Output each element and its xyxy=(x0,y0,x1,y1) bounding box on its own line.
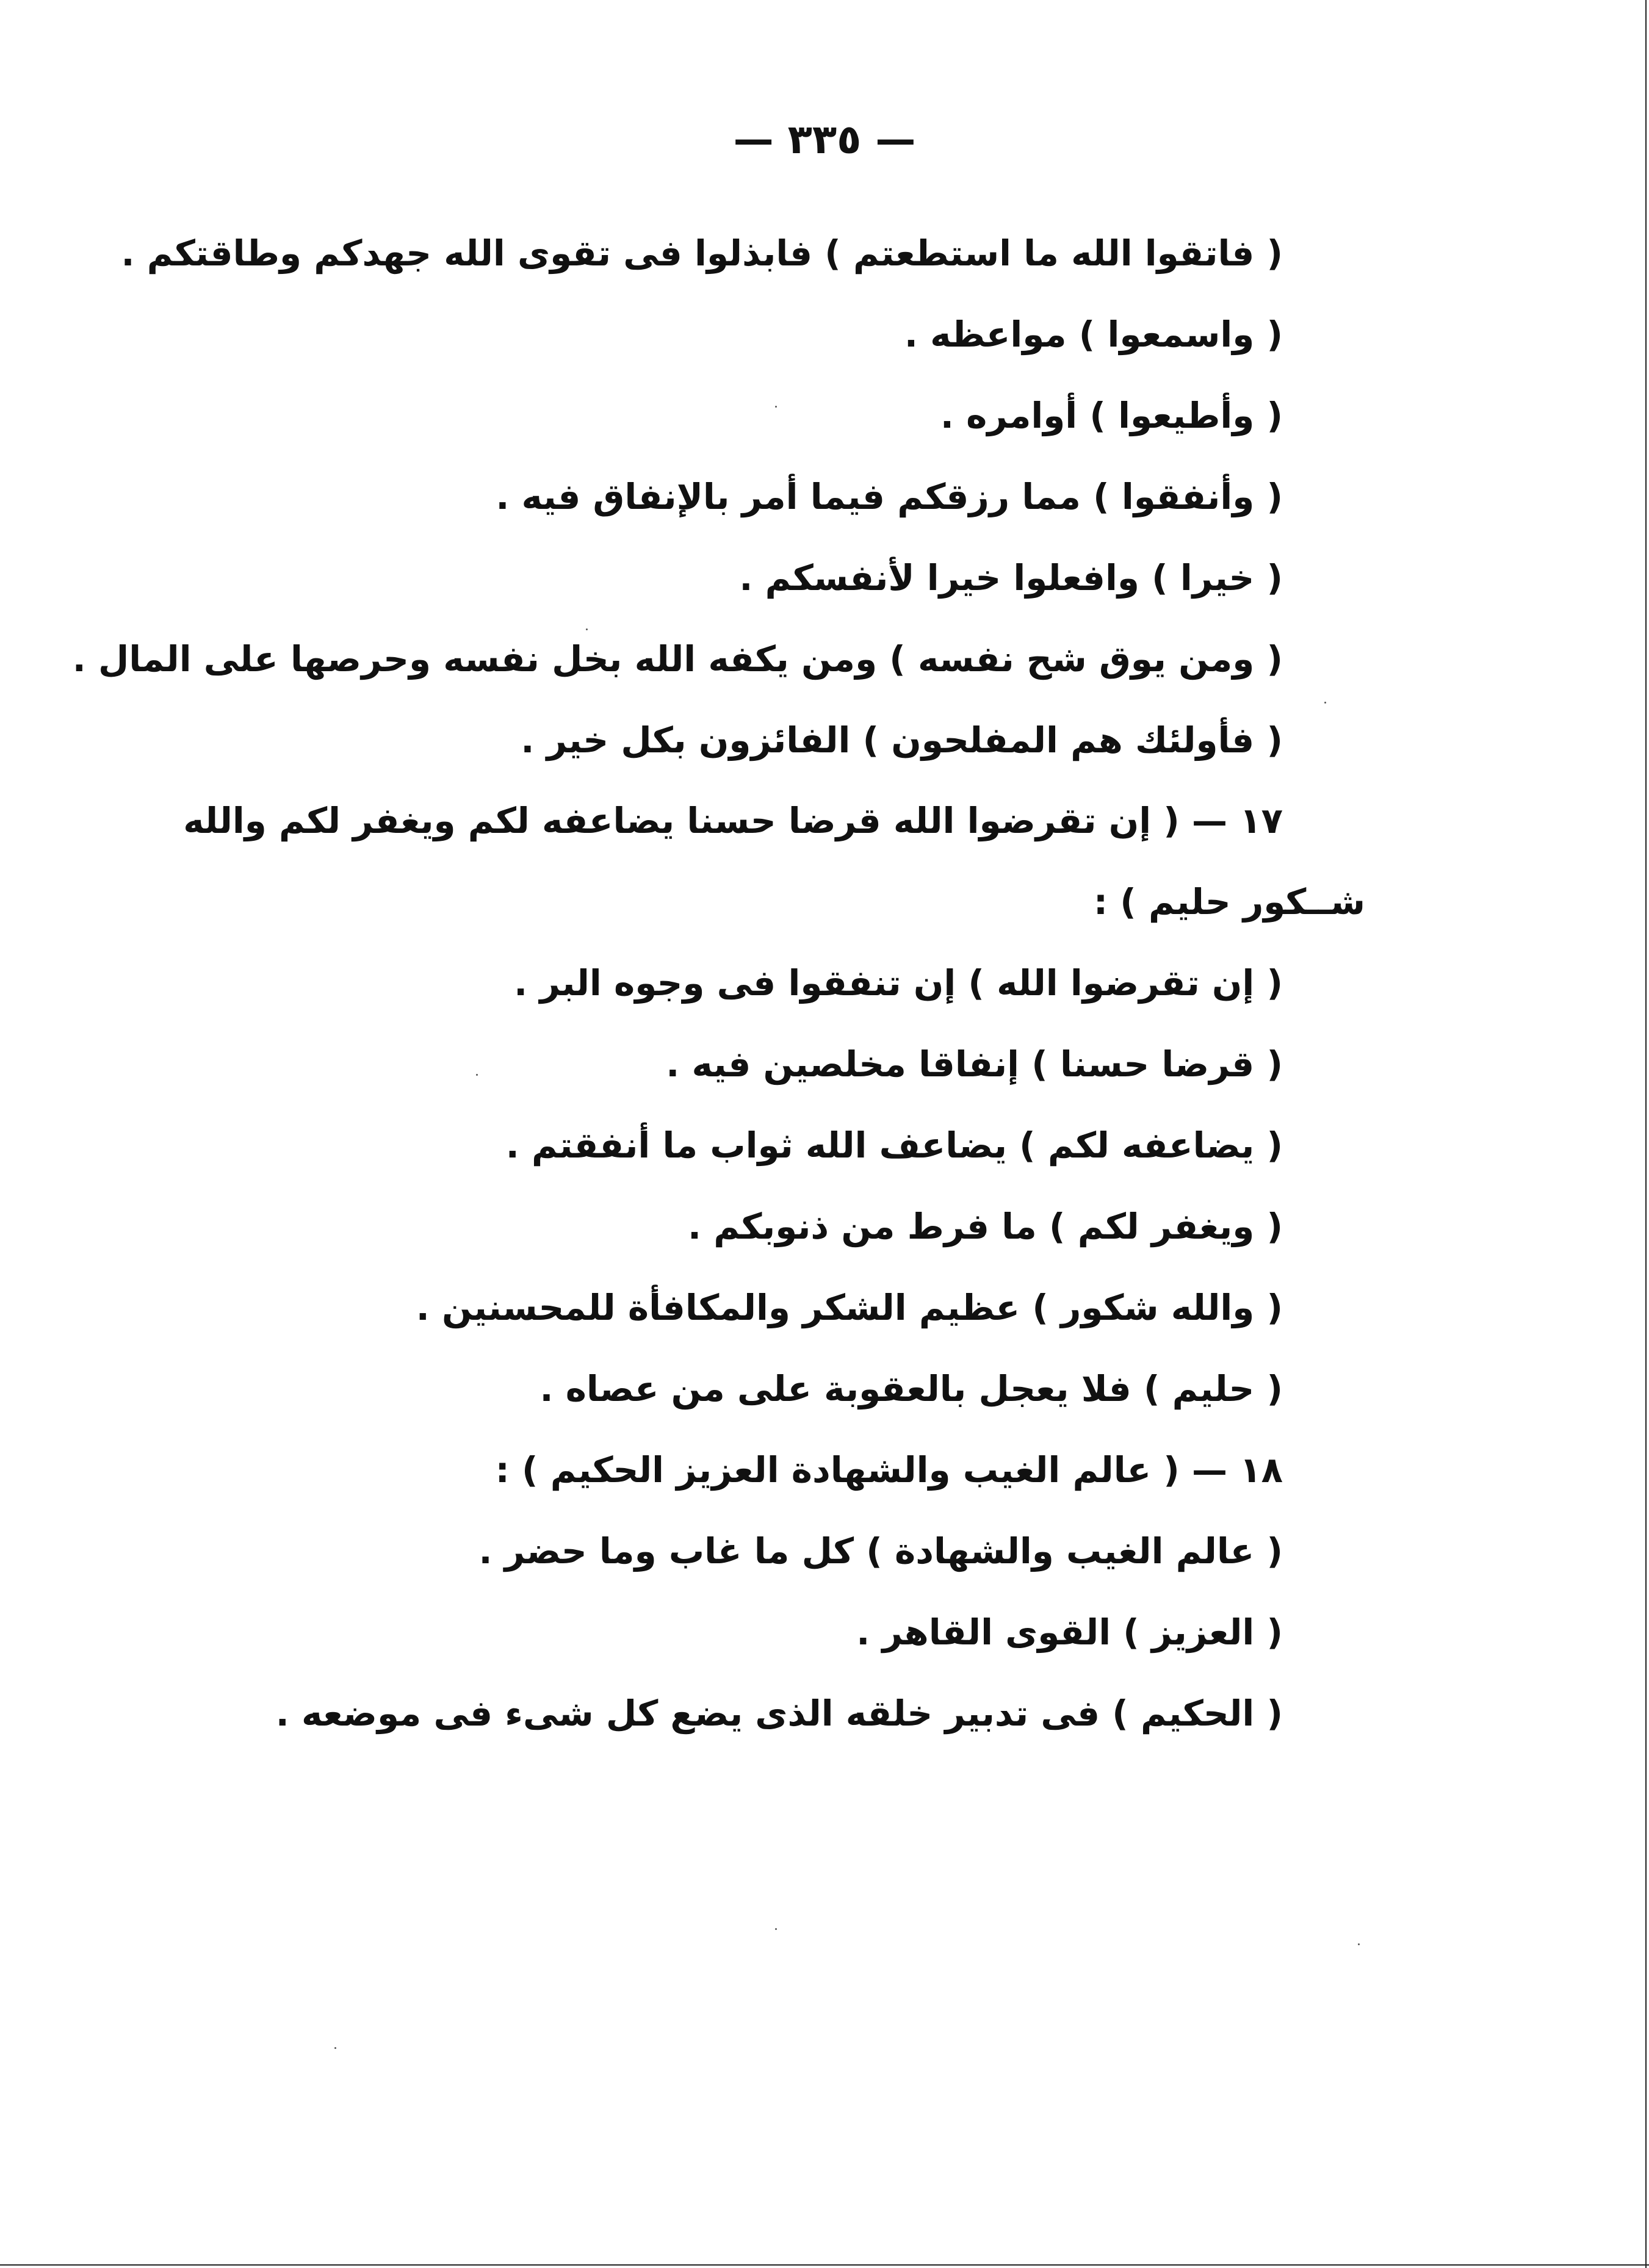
verse-18-line: ١٨ — ( عالم الغيب والشهادة العزيز الحكيم ) : xyxy=(495,1449,1283,1491)
text-line: ( واسمعوا ) مواعظه . xyxy=(904,314,1283,355)
page-bottom-edge xyxy=(0,2264,1649,2266)
text-line: ( الحكيم ) فى تدبير خلقه الذى يضع كل شىء فى موضعه . xyxy=(275,1693,1283,1734)
scan-speck xyxy=(334,2047,336,2049)
text-line: ( عالم الغيب والشهادة ) كل ما غاب وما حضر . xyxy=(478,1530,1283,1572)
text-line: ( يضاعفه لكم ) يضاعف الله ثواب ما أنفقتم . xyxy=(505,1125,1283,1166)
text-line: ( قرضا حسنا ) إنفاقا مخلصين فيه . xyxy=(666,1043,1283,1085)
verse-17-line: ١٧ — ( إن تقرضوا الله قرضا حسنا يضاعفه لكم ويغفر لكم والله xyxy=(183,800,1283,841)
text-line: ( ومن يوق شح نفسه ) ومن يكفه الله بخل نفسه وحرصها على المال . xyxy=(72,638,1283,680)
scan-speck xyxy=(775,406,777,408)
text-line: ( حليم ) فلا يعجل بالعقوبة على من عصاه . xyxy=(539,1368,1283,1409)
text-line: ( خيرا ) وافعلوا خيرا لأنفسكم . xyxy=(739,557,1283,599)
text-line: ( فاتقوا الله ما استطعتم ) فابذلوا فى تقوى الله جهدكم وطاقتكم . xyxy=(121,232,1283,274)
scan-speck xyxy=(586,628,588,630)
text-line: ( العزيز ) القوى القاهر . xyxy=(856,1611,1283,1653)
page-number: — ٣٣٥ — xyxy=(733,116,916,163)
text-line: ( ويغفر لكم ) ما فرط من ذنوبكم . xyxy=(688,1206,1283,1247)
text-line: ( وأطيعوا ) أوامره . xyxy=(940,395,1283,436)
text-line: ( وأنفقوا ) مما رزقكم فيما أمر بالإنفاق فيه . xyxy=(496,476,1283,517)
page-right-edge xyxy=(1645,0,1647,2268)
scan-speck xyxy=(1358,1943,1360,1945)
text-line: ( والله شكور ) عظيم الشكر والمكافأة للمحسنين . xyxy=(416,1287,1283,1328)
scan-speck xyxy=(775,1928,777,1930)
text-line: ( إن تقرضوا الله ) إن تنفقوا فى وجوه البر . xyxy=(514,962,1283,1004)
scan-speck xyxy=(476,1074,478,1076)
text-line: ( فأولئك هم المفلحون ) الفائزون بكل خير . xyxy=(521,719,1283,761)
verse-17-continuation: شــكور حليم ) : xyxy=(1093,881,1365,923)
scan-speck xyxy=(1324,702,1326,704)
